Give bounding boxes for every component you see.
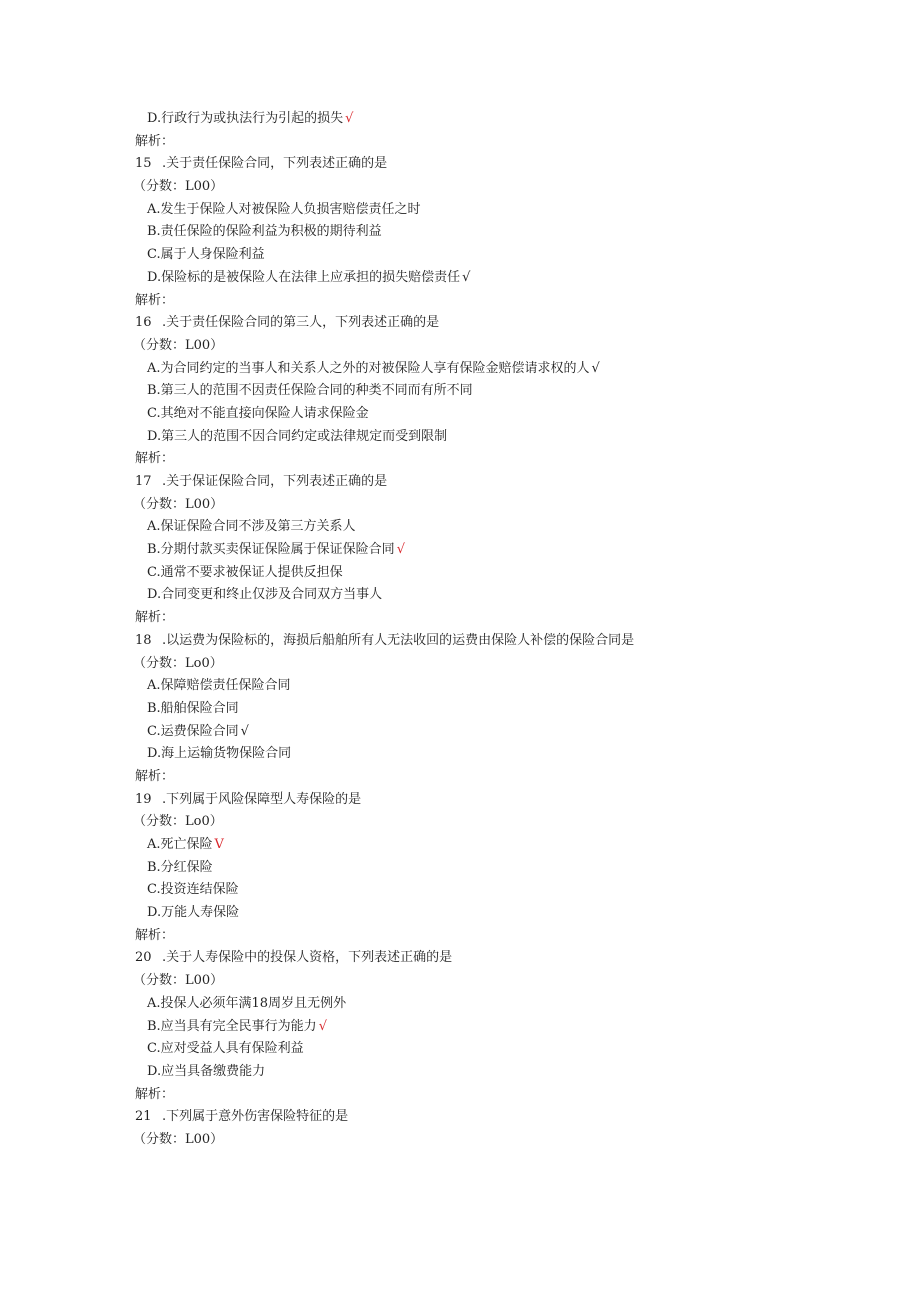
answer-option-text: C.应对受益人具有保险利益 (147, 1041, 304, 1057)
correct-answer-check-icon: √ (396, 542, 405, 558)
score-label (0, 335, 920, 358)
score-label (0, 811, 920, 834)
answer-option-text: B.分期付款买卖保证保险属于保证保险合同 (147, 542, 395, 558)
question-text: .下列属于风险保障型人寿保险的是 (162, 791, 362, 807)
document-page (0, 108, 920, 1152)
answer-option-text: D.合同变更和终止仅涉及合同双方当事人 (147, 587, 383, 603)
question-number: 17 (135, 474, 152, 489)
answer-option-text: B.分红保险 (147, 859, 213, 875)
question-text: .下列属于意外伤害保险特征的是 (162, 1109, 349, 1125)
analysis-label (0, 131, 920, 154)
answer-option (0, 879, 920, 902)
analysis-label (0, 448, 920, 471)
answer-option (0, 358, 920, 381)
question-stem (0, 471, 920, 494)
answer-option-text: C.运费保险合同 (147, 723, 239, 739)
answer-option-text: C.属于人身保险利益 (147, 247, 265, 263)
score-label-text: （分数：L00） (133, 337, 224, 353)
answer-option-text: B.责任保险的保险利益为积极的期待利益 (147, 224, 382, 240)
question-text: .关于责任保险合同，下列表述正确的是 (162, 156, 388, 172)
question-number: 19 (135, 791, 152, 807)
answer-option-text: C.通常不要求被保证人提供反担保 (147, 564, 343, 580)
score-label (0, 970, 920, 993)
answer-option-text: A.发生于保险人对被保险人负损害赔偿责任之时 (147, 201, 421, 217)
answer-option (0, 675, 920, 698)
answer-option-text: B.应当具有完全民事行为能力 (147, 1018, 317, 1034)
answer-option-text: B.第三人的范围不因责任保险合同的种类不同而有所不同 (147, 383, 473, 399)
question-stem (0, 312, 920, 335)
question-number: 18 (135, 632, 152, 648)
answer-option-text: A.为合同约定的当事人和关系人之外的对被保险人享有保险金赔偿请求权的人 (147, 360, 590, 376)
answer-option (0, 584, 920, 607)
answer-option (0, 108, 920, 131)
correct-answer-check-icon: V (214, 837, 224, 852)
answer-option-text: D.应当具备缴费能力 (147, 1063, 266, 1079)
answer-option (0, 562, 920, 585)
analysis-label (0, 925, 920, 948)
analysis-label (0, 607, 920, 630)
score-label-text: （分数：Lo0） (133, 814, 223, 830)
analysis-label (0, 290, 920, 313)
score-label-text: （分数：L00） (133, 973, 224, 989)
answer-option-text: D.海上运输货物保险合同 (147, 746, 292, 762)
analysis-label-text: 解析： (135, 451, 175, 467)
answer-option (0, 902, 920, 925)
question-number: 15 (135, 156, 152, 172)
correct-answer-check-icon: √ (345, 111, 354, 126)
answer-option (0, 721, 920, 744)
answer-option (0, 267, 920, 290)
score-label-text: （分数：L00） (133, 179, 224, 195)
answer-option (0, 743, 920, 766)
answer-option (0, 1061, 920, 1084)
score-label-text: （分数：Lo0） (133, 655, 223, 671)
question-text: .以运费为保险标的，海损后船舶所有人无法收回的运费由保险人补偿的保险合同是 (162, 632, 635, 648)
answer-option (0, 221, 920, 244)
answer-option (0, 426, 920, 449)
score-label-text: （分数：L00） (133, 496, 224, 512)
question-stem (0, 947, 920, 970)
answer-option-text: D.行政行为或执法行为引起的损失 (147, 111, 344, 126)
question-stem (0, 630, 920, 653)
answer-option (0, 993, 920, 1016)
answer-option (0, 199, 920, 222)
answer-option (0, 380, 920, 403)
question-text: .关于保证保险合同，下列表述正确的是 (162, 474, 388, 489)
answer-option (0, 403, 920, 426)
answer-option (0, 1016, 920, 1039)
analysis-label-text: 解析： (135, 1086, 175, 1102)
score-label (0, 1129, 920, 1152)
question-stem (0, 1106, 920, 1129)
answer-option (0, 1038, 920, 1061)
analysis-label-text: 解析： (135, 133, 175, 149)
answer-option-text: B.船舶保险合同 (147, 700, 239, 716)
answer-option-text: D.第三人的范围不因合同约定或法律规定而受到限制 (147, 428, 448, 444)
answer-option (0, 698, 920, 721)
analysis-label-text: 解析： (135, 927, 175, 943)
answer-option (0, 244, 920, 267)
answer-option (0, 516, 920, 539)
correct-answer-check-icon: √ (591, 360, 600, 376)
correct-answer-check-icon: √ (462, 269, 471, 285)
question-stem (0, 789, 920, 812)
correct-answer-check-icon: √ (318, 1018, 327, 1034)
answer-option-text: A.投保人必须年满18周岁且无例外 (147, 995, 347, 1011)
question-number: 16 (135, 315, 152, 331)
score-label (0, 494, 920, 517)
question-stem (0, 153, 920, 176)
question-text: .关于人寿保险中的投保人资格，下列表述正确的是 (162, 950, 453, 966)
answer-option (0, 539, 920, 562)
analysis-label (0, 766, 920, 789)
answer-option-text: D.万能人寿保险 (147, 905, 240, 921)
question-number: 20 (135, 950, 152, 966)
correct-answer-check-icon: √ (240, 723, 249, 739)
analysis-label-text: 解析： (135, 610, 175, 626)
analysis-label-text: 解析： (135, 768, 175, 784)
answer-option-text: C.其绝对不能直接向保险人请求保险金 (147, 405, 369, 421)
score-label (0, 176, 920, 199)
answer-option-text: D.保险标的是被保险人在法律上应承担的损失赔偿责任 (147, 269, 461, 285)
analysis-label-text: 解析： (135, 292, 175, 308)
question-number: 21 (135, 1109, 152, 1125)
analysis-label (0, 1084, 920, 1107)
score-label (0, 653, 920, 676)
score-label-text: （分数：L00） (133, 1131, 224, 1147)
answer-option-text: A.保证保险合同不涉及第三方关系人 (147, 519, 356, 535)
answer-option-text: A.保障赔偿责任保险合同 (147, 678, 291, 694)
answer-option-text: A.死亡保险 (147, 837, 213, 852)
answer-option (0, 857, 920, 880)
answer-option (0, 834, 920, 857)
question-text: .关于责任保险合同的第三人，下列表述正确的是 (162, 315, 440, 331)
answer-option-text: C.投资连结保险 (147, 882, 239, 898)
